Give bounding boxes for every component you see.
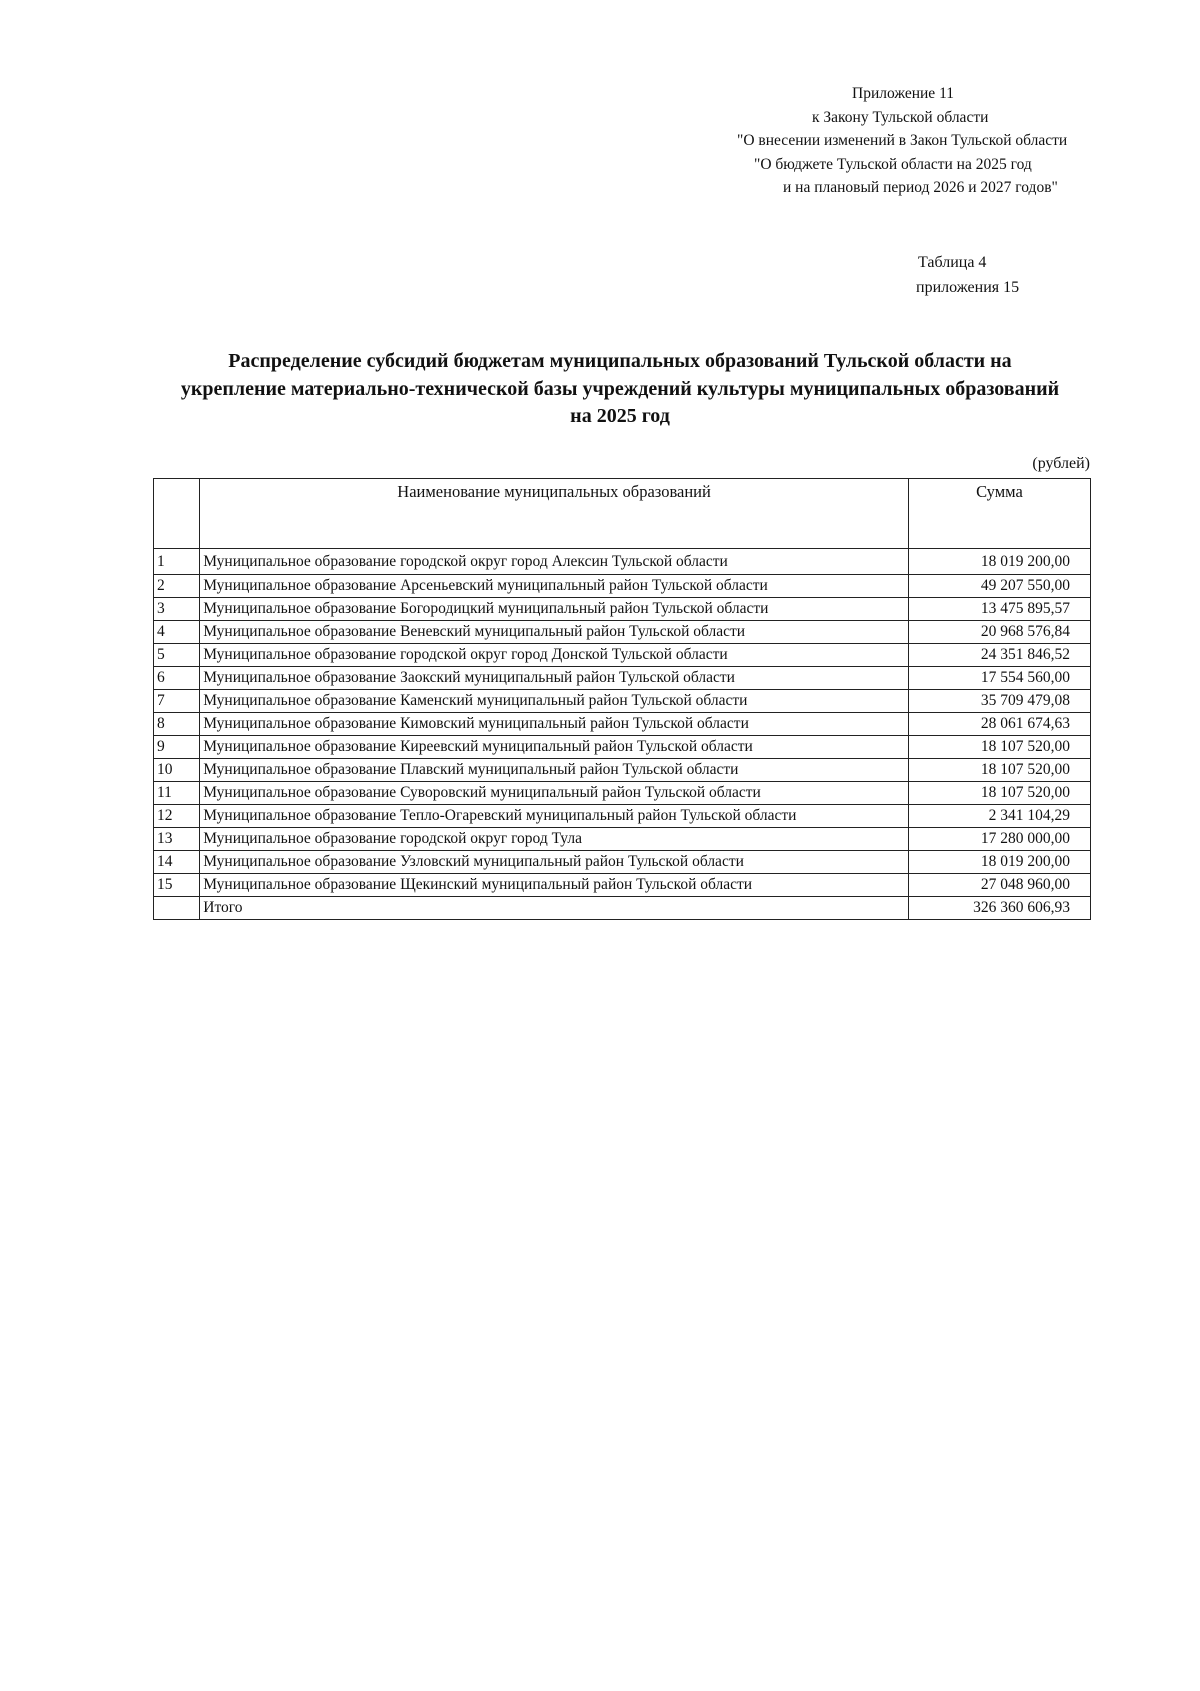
row-sum: 20 968 576,84 — [908, 621, 1090, 644]
table-row — [154, 782, 1091, 805]
table-row — [154, 690, 1091, 713]
row-name: Муниципальное образование Щекинский муниципальный район Тульской области — [200, 874, 909, 897]
row-sum: 18 019 200,00 — [908, 851, 1090, 874]
title-line: укрепление материально-технической базы учреждений культуры муниципальных образований — [180, 377, 1060, 400]
appendix-line: "О внесении изменений в Закон Тульской области — [737, 132, 1068, 149]
row-name: Муниципальное образование Тепло-Огаревский муниципальный район Тульской области — [200, 805, 909, 828]
row-number: 13 — [154, 828, 200, 851]
table-row — [154, 805, 1091, 828]
row-number: 7 — [154, 690, 200, 713]
table-header-row — [154, 479, 1091, 549]
appendix-line: "О бюджете Тульской области на 2025 год — [754, 155, 1032, 173]
row-name: Муниципальное образование Узловский муниципальный район Тульской области — [200, 851, 909, 874]
row-name: Муниципальное образование городской округ город Донской Тульской области — [200, 644, 909, 667]
row-name: Муниципальное образование Веневский муниципальный район Тульской области — [200, 621, 909, 644]
header-sum: Сумма — [908, 479, 1090, 549]
row-number: 15 — [154, 874, 200, 897]
table-row — [154, 644, 1091, 667]
row-name: Муниципальное образование Арсеньевский муниципальный район Тульской области — [200, 575, 909, 598]
row-number: 6 — [154, 667, 200, 690]
row-sum: 27 048 960,00 — [908, 874, 1090, 897]
total-sum: 326 360 606,93 — [908, 897, 1090, 920]
header-num — [154, 479, 200, 549]
row-name: Муниципальное образование Кимовский муниципальный район Тульской области — [200, 713, 909, 736]
document-title — [150, 348, 1090, 431]
row-name: Муниципальное образование Богородицкий муниципальный район Тульской области — [200, 598, 909, 621]
appendix-header — [640, 82, 1120, 200]
row-sum: 18 107 520,00 — [908, 759, 1090, 782]
title-line: на 2025 год — [570, 405, 670, 427]
row-number: 5 — [154, 644, 200, 667]
row-number: 10 — [154, 759, 200, 782]
row-sum: 18 107 520,00 — [908, 736, 1090, 759]
table-row — [154, 713, 1091, 736]
table-ref-line: приложения 15 — [916, 279, 1020, 296]
subsidy-table — [153, 478, 1091, 920]
total-num — [154, 897, 200, 920]
row-name: Муниципальное образование городской округ город Алексин Тульской области — [200, 549, 909, 575]
table-row — [154, 828, 1091, 851]
row-name: Муниципальное образование Каменский муниципальный район Тульской области — [200, 690, 909, 713]
row-number: 9 — [154, 736, 200, 759]
row-number: 8 — [154, 713, 200, 736]
row-sum: 49 207 550,00 — [908, 575, 1090, 598]
table-row — [154, 759, 1091, 782]
row-number: 1 — [154, 549, 200, 575]
table-row — [154, 851, 1091, 874]
units-label: (рублей) — [1032, 455, 1090, 472]
table-total-row — [154, 897, 1091, 920]
appendix-line: Приложение 11 — [852, 85, 954, 102]
row-sum: 28 061 674,63 — [908, 713, 1090, 736]
row-number: 12 — [154, 805, 200, 828]
table-row — [154, 667, 1091, 690]
row-name: Муниципальное образование городской округ город Тула — [200, 828, 909, 851]
table-row — [154, 621, 1091, 644]
row-name: Муниципальное образование Суворовский муниципальный район Тульской области — [200, 782, 909, 805]
table-reference — [918, 250, 1019, 300]
row-name: Муниципальное образование Заокский муниципальный район Тульской области — [200, 667, 909, 690]
row-sum: 18 107 520,00 — [908, 782, 1090, 805]
row-number: 3 — [154, 598, 200, 621]
row-name: Муниципальное образование Киреевский муниципальный район Тульской области — [200, 736, 909, 759]
row-sum: 2 341 104,29 — [908, 805, 1090, 828]
row-number: 2 — [154, 575, 200, 598]
row-sum: 35 709 479,08 — [908, 690, 1090, 713]
table-row — [154, 874, 1091, 897]
appendix-line: к Закону Тульской области — [812, 108, 989, 126]
table-ref-line: Таблица 4 — [918, 254, 987, 271]
row-number: 14 — [154, 851, 200, 874]
row-sum: 13 475 895,57 — [908, 598, 1090, 621]
row-sum: 18 019 200,00 — [908, 549, 1090, 575]
row-sum: 17 280 000,00 — [908, 828, 1090, 851]
table-row — [154, 598, 1091, 621]
title-line: Распределение субсидий бюджетам муниципальных образований Тульской области на — [228, 350, 1012, 372]
appendix-line: и на плановый период 2026 и 2027 годов" — [783, 179, 1058, 196]
total-label: Итого — [200, 897, 909, 920]
table-row — [154, 549, 1091, 575]
row-sum: 17 554 560,00 — [908, 667, 1090, 690]
table-row — [154, 736, 1091, 759]
row-name: Муниципальное образование Плавский муниципальный район Тульской области — [200, 759, 909, 782]
row-number: 4 — [154, 621, 200, 644]
row-number: 11 — [154, 782, 200, 805]
row-sum: 24 351 846,52 — [908, 644, 1090, 667]
table-row — [154, 575, 1091, 598]
header-name: Наименование муниципальных образований — [200, 479, 909, 549]
